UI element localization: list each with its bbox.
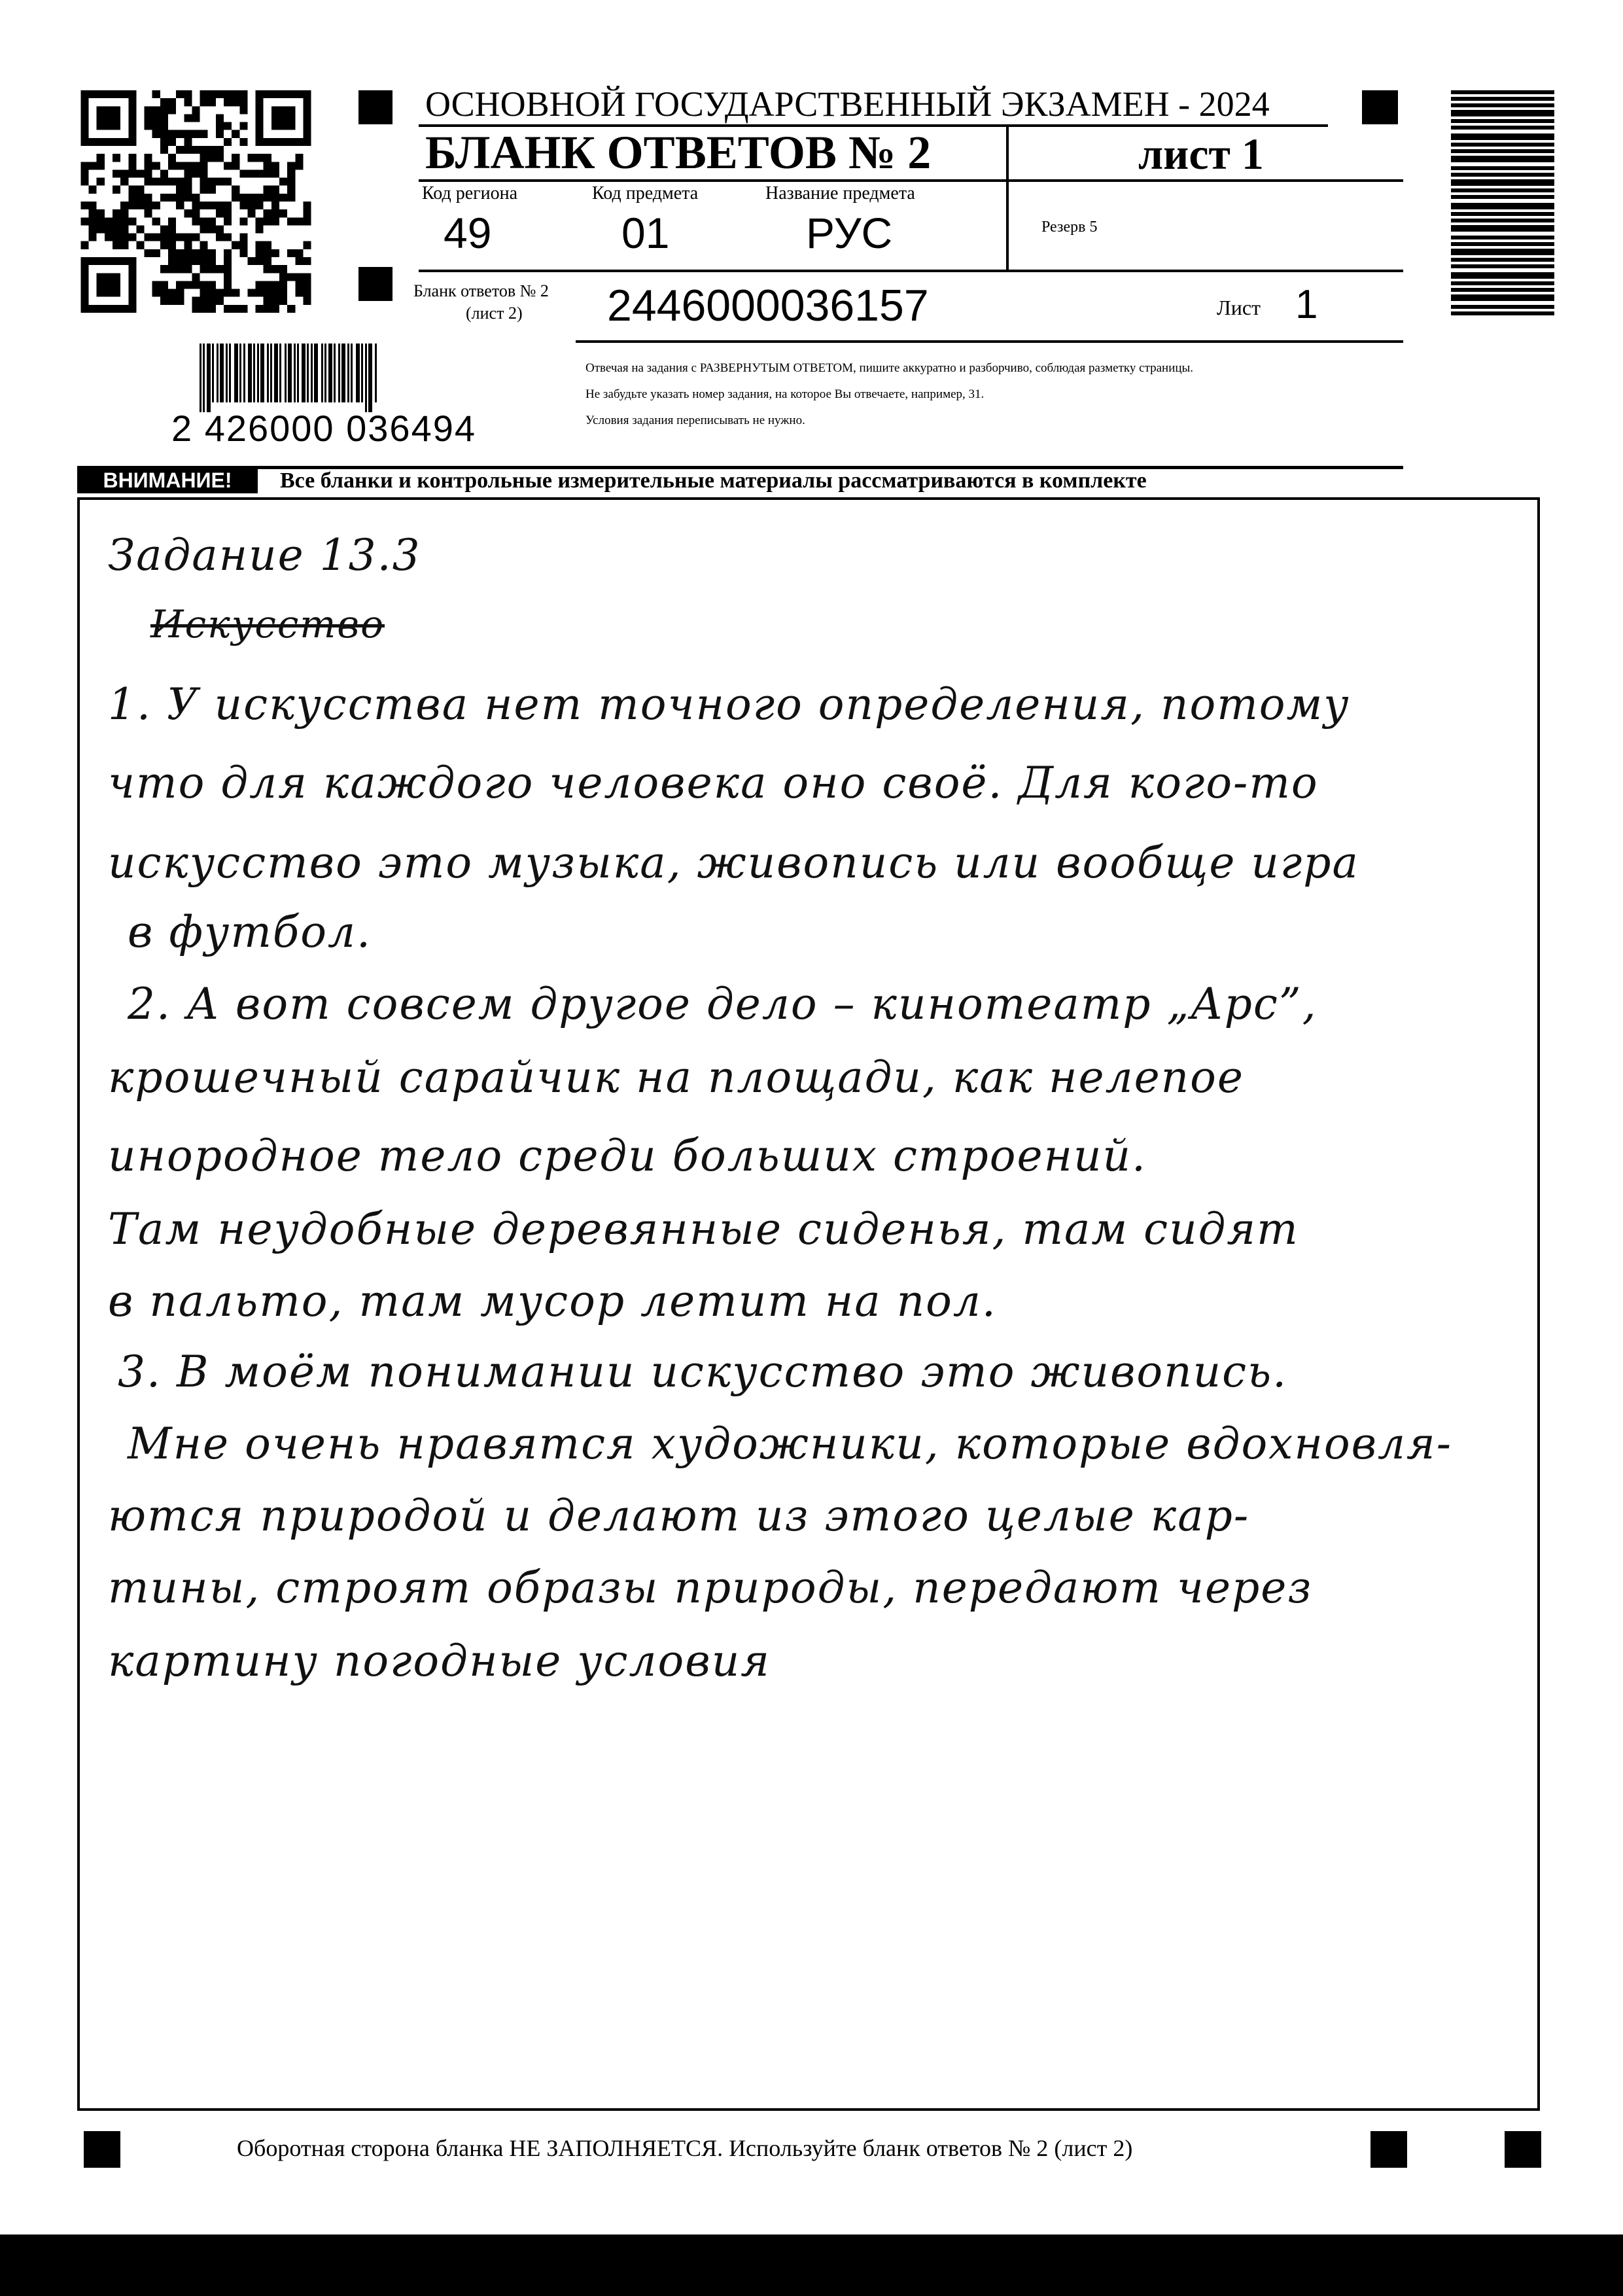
subject-code-value: 01: [621, 209, 670, 257]
warning-badge: ВНИМАНИЕ!: [77, 467, 258, 493]
region-value: 49: [444, 209, 492, 257]
exam-title: ОСНОВНОЙ ГОСУДАРСТВЕННЫЙ ЭКЗАМЕН - 2024: [425, 84, 1270, 124]
registration-mark-top-left: [358, 90, 393, 124]
subject-name-value: РУС: [806, 209, 893, 257]
header-line-2: [419, 270, 1403, 272]
answer-line: 1. У искусства нет точного определения, потому: [108, 679, 1350, 730]
form-ref-line2: (лист 2): [466, 304, 523, 323]
answer-line: искусство это музыка, живопись или вообще игра: [108, 838, 1359, 888]
answer-line: Мне очень нравятся художники, которые вдохновля-: [128, 1419, 1453, 1469]
subject-code-label: Код предмета: [592, 183, 699, 203]
barcode-number: 2 426000 036494: [171, 408, 476, 449]
subject-name-label: Название предмета: [765, 183, 915, 203]
registration-mark-mid-left: [358, 267, 393, 301]
sheet-num-label: Лист: [1217, 296, 1261, 319]
answer-line: в футбол.: [128, 907, 372, 957]
barcode: [200, 344, 540, 412]
answer-line: Задание 13.3: [108, 530, 421, 580]
registration-mark-top-right: [1362, 90, 1398, 124]
instruction-line-3: Условия задания переписывать не нужно.: [585, 414, 805, 427]
sheet-num-value: 1: [1295, 282, 1318, 327]
answer-line: инородное тело среди больших строений.: [108, 1131, 1147, 1181]
scan-border-bottom: [0, 2234, 1623, 2296]
warning-text: Все бланки и контрольные измерительные материалы рассматриваются в комплекте: [280, 468, 1147, 493]
answer-line: что для каждого человека оно своё. Для кого-то: [108, 758, 1319, 808]
answer-line-crossed: Искусство: [150, 602, 385, 646]
form-ref-line1: Бланк ответов № 2: [413, 281, 549, 300]
side-barcode: [1451, 90, 1554, 352]
region-label: Код региона: [422, 183, 518, 203]
answer-line: ются природой и делают из этого целые кар-: [108, 1491, 1250, 1541]
header-line-3: [576, 340, 1403, 343]
answer-line: картину погодные условия: [108, 1636, 771, 1686]
answer-line: в пальто, там мусор летит на пол.: [108, 1276, 997, 1326]
registration-mark-bottom-mid: [1370, 2131, 1407, 2168]
instruction-line-1: Отвечая на задания с РАЗВЕРНУТЫМ ОТВЕТОМ, пишите аккуратно и разборчиво, соблюдая разметку страницы.: [585, 361, 1194, 375]
header-divider-vertical: [1006, 126, 1009, 271]
registration-mark-bottom-left: [84, 2131, 120, 2168]
form-title: БЛАНК ОТВЕТОВ № 2: [425, 126, 932, 179]
registration-mark-bottom-right: [1505, 2131, 1541, 2168]
form-ref-number: 2446000036157: [607, 281, 929, 330]
instruction-line-2: Не забудьте указать номер задания, на которое Вы отвечаете, например, 31.: [585, 387, 985, 401]
sheet-label: лист 1: [1138, 129, 1264, 179]
footer-note: Оборотная сторона бланка НЕ ЗАПОЛНЯЕТСЯ. Используйте бланк ответов № 2 (лист 2): [237, 2135, 1133, 2161]
reserve-label: Резерв 5: [1041, 219, 1098, 236]
answer-line: 3. В моём понимании искусство это живопись.: [118, 1347, 1288, 1397]
qr-code: [80, 90, 312, 313]
header-line-1: [419, 179, 1403, 182]
answer-line: крошечный сарайчик на площади, как нелепое: [108, 1052, 1244, 1103]
answer-line: Там неудобные деревянные сиденья, там сидят: [108, 1204, 1299, 1254]
answer-line: 2. А вот совсем другое дело – кинотеатр „Арс”,: [128, 979, 1318, 1029]
answer-line: тины, строят образы природы, передают через: [108, 1563, 1313, 1613]
